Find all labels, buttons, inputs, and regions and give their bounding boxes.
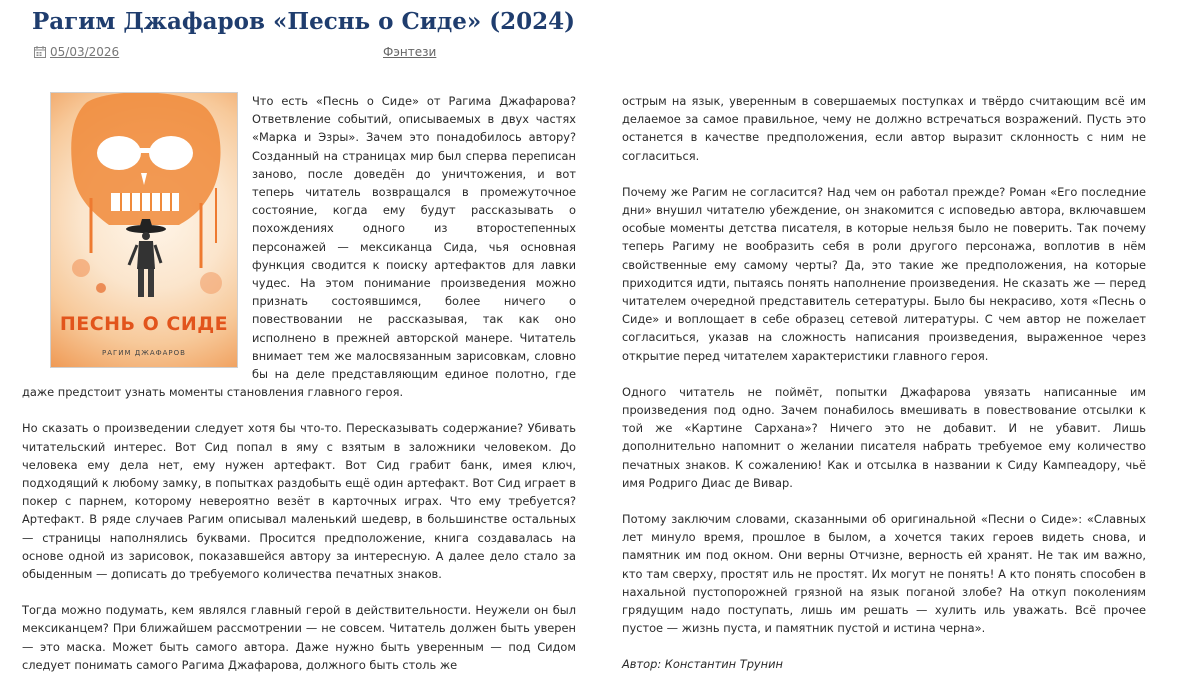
calendar-icon bbox=[34, 46, 46, 58]
article-title: Рагим Джафаров «Песнь о Сиде» (2024) bbox=[32, 8, 575, 35]
post-date-text[interactable]: 05/03/2026 bbox=[50, 45, 120, 59]
article-body-right bbox=[622, 92, 1146, 692]
paragraph: Почему же Рагим не согласится? Над чем он работал прежде? Роман «Его последние дни» внушил читателю убеждение, он знакомится с исповедью автора, включавшем особые моменты детства писателя, в которые нельзя было не поверить. Так почему теперь Рагиму не вообразить себя в роли другого персонажа, воплотив в нём свойственные ему самому черты? Да, это такие же предположения, на которые приходится идти, пытаясь понять наполнение произведения. Не сказать же — перед читателем очередной представитель сетературы. Было бы некрасиво, хотя «Песнь о Сиде» и воплощает в себе образец сетевой литературы. С чем автор не пожелает согласиться, указав на сложность написания произведения, выраженное через открытие перед читателем характеристики главного героя. bbox=[622, 184, 1146, 363]
article-body-left bbox=[22, 92, 576, 692]
paragraph: Потому заключим словами, сказанными об оригинальной «Песни о Сиде»: «Славных лет минуло время, прошлое в былом, а хочется таких героев видеть снова, и памятник им под окном. Они верны Отчизне, верность ей хранят. Не так им важно, кто там сверху, простят иль не простят. Их могут не понять! А кто понять способен в нахальной пустопорожней грязной на язык поганой злобе? На откуп поколениям грядущим надо поступать, лишь им решать — хулить иль уважать. Всё прочее пустое — жизнь пуста, и памятник пустой и истина черна». bbox=[622, 512, 1146, 636]
cover-author: РАГИМ ДЖАФАРОВ bbox=[102, 349, 186, 357]
review-author: Автор: Константин Трунин bbox=[622, 657, 783, 672]
paragraph: острым на язык, уверенным в совершаемых поступках и твёрдо считающим всё им делаемое за самое правильное, чему не должно встречаться возражений. Пусть это останется в качестве предположения, если автор выразит склонность с ним не согласиться. bbox=[622, 94, 1146, 163]
paragraph: Но сказать о произведении следует хотя бы что-то. Пересказывать содержание? Убивать читательский интерес. Вот Сид попал в яму с взятым в заложники человеком. До человека ему дела нет, ему нужен артефакт. Вот Сид грабит банк, имея ключ, подходящий к любому замку, в попытках раздобыть ещё один артефакт. Вот Сид играет в покер с парнем, которому невероятно везёт в карточных играх. Что ему требуется? Артефакт. В ряде случаев Рагим описывал маленький шедевр, в большинстве остальных — страницы наполнялись буквами. Просится предположение, книга создавалась на основе одной из зарисовок, показавшейся автору за интересную. А далее дело стало за обыденным — дописать до требуемого количества печатных знаков. bbox=[22, 421, 576, 582]
article-meta bbox=[34, 45, 594, 63]
post-date[interactable] bbox=[34, 45, 119, 59]
paragraph: Тогда можно подумать, кем являлся главный герой в действительности. Неужели он был мексиканцем? При ближайшем рассмотрении — не совсем. Читатель должен быть уверен — это маска. Может быть самого автора. Даже нужно быть уверенным — под Сидом следует понимать самого Рагима Джафарова, должного быть столь же bbox=[22, 603, 576, 672]
paragraph: Что есть «Песнь о Сиде» от Рагима Джафарова? Ответвление событий, описываемых в двух частях «Марка и Эзры». Зачем это понадобилось автору? Созданный на страницах мир был сперва переписан заново, после доведён до уничтожения, и вот теперь читатель возвращался в промежуточное состояние, когда ему будут рассказывать о похождениях одного из второстепенных персонажей — мексиканца Сида, чья основная функция сводится к поиску артефактов для лавки чудес. На этом понимание произведения можно признать состоявшимся, более ничего о повествовании не рассказывая, так как оно исполнено в прежней авторской манере. Читатель внимает тем же малосвязанным зарисовкам, словно бы на деле представляющим единое полотно, где даже предстоит узнать моменты становления главного героя. bbox=[22, 94, 576, 400]
category-link[interactable]: Фэнтези bbox=[383, 45, 437, 59]
book-cover-image bbox=[50, 92, 238, 368]
cover-title: ПЕСНЬ О СИДЕ bbox=[59, 313, 229, 335]
paragraph: Одного читатель не поймёт, попытки Джафарова увязать написанные им произведения под одно. Зачем понабилось вмешивать в повествование отсылки к той же «Картине Сархана»? Ничего это не добавит. И не убавит. Лишь дополнительно напомнит о желании писателя набрать требуемое ему количество печатных знаков. К сожалению! Как и отсылка в названии к Сиду Кампеадору, чьё имя Родриго Диас де Вивар. bbox=[622, 384, 1146, 490]
